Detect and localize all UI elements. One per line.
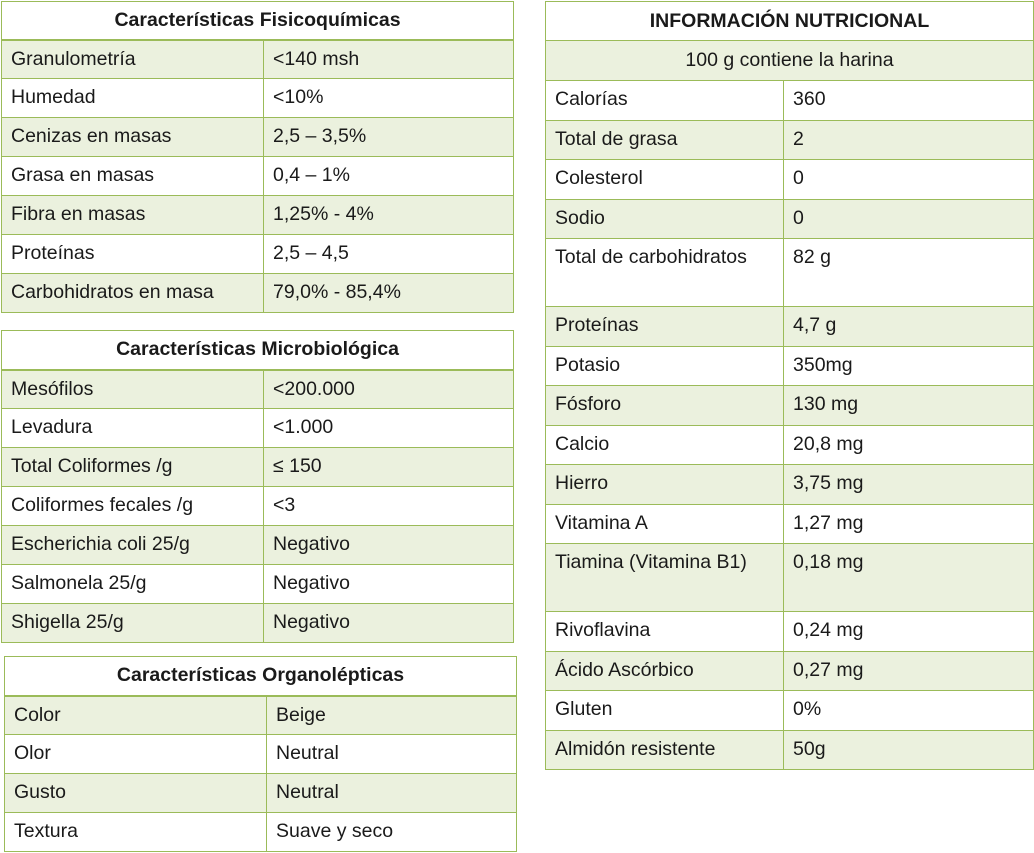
- table-row: [546, 386, 1034, 426]
- row-label: Fibra en masas: [2, 196, 264, 235]
- table-row: [546, 691, 1034, 731]
- row-label: Vitamina A: [546, 505, 784, 544]
- table-row: [5, 696, 517, 735]
- row-value: 4,7 g: [784, 307, 1034, 347]
- microbiologica-title: Características Microbiológica: [2, 331, 514, 370]
- table-row: [546, 81, 1034, 121]
- row-label: Sodio: [546, 200, 784, 239]
- organolepticas-title: Características Organolépticas: [5, 657, 517, 696]
- row-label: Textura: [5, 813, 267, 852]
- fisicoquimicas-table: [1, 1, 514, 313]
- table-row: [2, 157, 514, 196]
- row-value: 2,5 – 4,5: [264, 235, 514, 274]
- row-label: Escherichia coli 25/g: [2, 526, 264, 565]
- row-label: Almidón resistente: [546, 731, 784, 770]
- row-label: Color: [5, 696, 267, 735]
- row-label: Hierro: [546, 465, 784, 505]
- table-row: [546, 652, 1034, 691]
- row-value: 50g: [784, 731, 1034, 770]
- row-value: 79,0% - 85,4%: [264, 274, 514, 313]
- table-row: [546, 239, 1034, 307]
- table-row: [2, 235, 514, 274]
- row-label: Fósforo: [546, 386, 784, 426]
- table-row: [546, 465, 1034, 505]
- row-value: 3,75 mg: [784, 465, 1034, 505]
- row-label: Gusto: [5, 774, 267, 813]
- table-row: [546, 505, 1034, 544]
- table-row: [2, 526, 514, 565]
- row-value: Neutral: [267, 735, 517, 774]
- row-value: 82 g: [784, 239, 1034, 307]
- row-label: Humedad: [2, 79, 264, 118]
- nutricional-subtitle: 100 g contiene la harina: [546, 41, 1034, 81]
- table-row: [546, 200, 1034, 239]
- row-label: Cenizas en masas: [2, 118, 264, 157]
- row-label: Rivoflavina: [546, 612, 784, 652]
- table-row: [2, 448, 514, 487]
- row-value: <1.000: [264, 409, 514, 448]
- row-label: Tiamina (Vitamina B1): [546, 544, 784, 612]
- row-label: Ácido Ascórbico: [546, 652, 784, 691]
- row-label: Mesófilos: [2, 370, 264, 409]
- row-label: Grasa en masas: [2, 157, 264, 196]
- table-row: [2, 370, 514, 409]
- table-row: [5, 813, 517, 852]
- row-label: Salmonela 25/g: [2, 565, 264, 604]
- row-value: 0: [784, 200, 1034, 239]
- table-row: [546, 347, 1034, 386]
- table-row: [2, 40, 514, 79]
- table-row: [2, 565, 514, 604]
- table-row: [546, 612, 1034, 652]
- row-value: 360: [784, 81, 1034, 121]
- table-row: [5, 774, 517, 813]
- table-row: [2, 487, 514, 526]
- microbiologica-table: [1, 330, 514, 643]
- table-row: [546, 731, 1034, 770]
- row-value: Negativo: [264, 604, 514, 643]
- table-row: [2, 196, 514, 235]
- row-label: Granulometría: [2, 40, 264, 79]
- organolepticas-table: [4, 656, 517, 852]
- row-label: Total de carbohidratos: [546, 239, 784, 307]
- row-value: 0,27 mg: [784, 652, 1034, 691]
- row-value: 2,5 – 3,5%: [264, 118, 514, 157]
- row-value: Negativo: [264, 526, 514, 565]
- row-value: <10%: [264, 79, 514, 118]
- row-label: Total de grasa: [546, 121, 784, 160]
- table-row: [546, 307, 1034, 347]
- nutricional-table: [545, 1, 1034, 770]
- table-row: [2, 274, 514, 313]
- row-value: <3: [264, 487, 514, 526]
- row-value: Suave y seco: [267, 813, 517, 852]
- row-value: 1,27 mg: [784, 505, 1034, 544]
- row-value: 0,18 mg: [784, 544, 1034, 612]
- row-value: 0,4 – 1%: [264, 157, 514, 196]
- row-label: Coliformes fecales /g: [2, 487, 264, 526]
- row-value: 20,8 mg: [784, 426, 1034, 465]
- row-value: Negativo: [264, 565, 514, 604]
- row-label: Proteínas: [546, 307, 784, 347]
- row-label: Gluten: [546, 691, 784, 731]
- row-value: ≤ 150: [264, 448, 514, 487]
- row-label: Total Coliformes /g: [2, 448, 264, 487]
- row-label: Potasio: [546, 347, 784, 386]
- row-label: Calcio: [546, 426, 784, 465]
- row-label: Olor: [5, 735, 267, 774]
- fisicoquimicas-title: Características Fisicoquímicas: [2, 2, 514, 40]
- table-row: [546, 544, 1034, 612]
- row-value: 0%: [784, 691, 1034, 731]
- row-value: 1,25% - 4%: [264, 196, 514, 235]
- table-row: [2, 409, 514, 448]
- table-row: [546, 121, 1034, 160]
- row-value: 0: [784, 160, 1034, 200]
- table-row: [2, 79, 514, 118]
- row-label: Shigella 25/g: [2, 604, 264, 643]
- row-value: <140 msh: [264, 40, 514, 79]
- nutricional-title: INFORMACIÓN NUTRICIONAL: [546, 2, 1034, 41]
- table-row: [2, 118, 514, 157]
- row-value: Beige: [267, 696, 517, 735]
- table-row: [546, 426, 1034, 465]
- row-label: Colesterol: [546, 160, 784, 200]
- row-label: Carbohidratos en masa: [2, 274, 264, 313]
- row-value: Neutral: [267, 774, 517, 813]
- row-label: Calorías: [546, 81, 784, 121]
- row-value: 130 mg: [784, 386, 1034, 426]
- row-value: 0,24 mg: [784, 612, 1034, 652]
- row-label: Levadura: [2, 409, 264, 448]
- table-row: [2, 604, 514, 643]
- table-row: [546, 160, 1034, 200]
- row-value: 350mg: [784, 347, 1034, 386]
- table-row: [5, 735, 517, 774]
- row-label: Proteínas: [2, 235, 264, 274]
- row-value: <200.000: [264, 370, 514, 409]
- row-value: 2: [784, 121, 1034, 160]
